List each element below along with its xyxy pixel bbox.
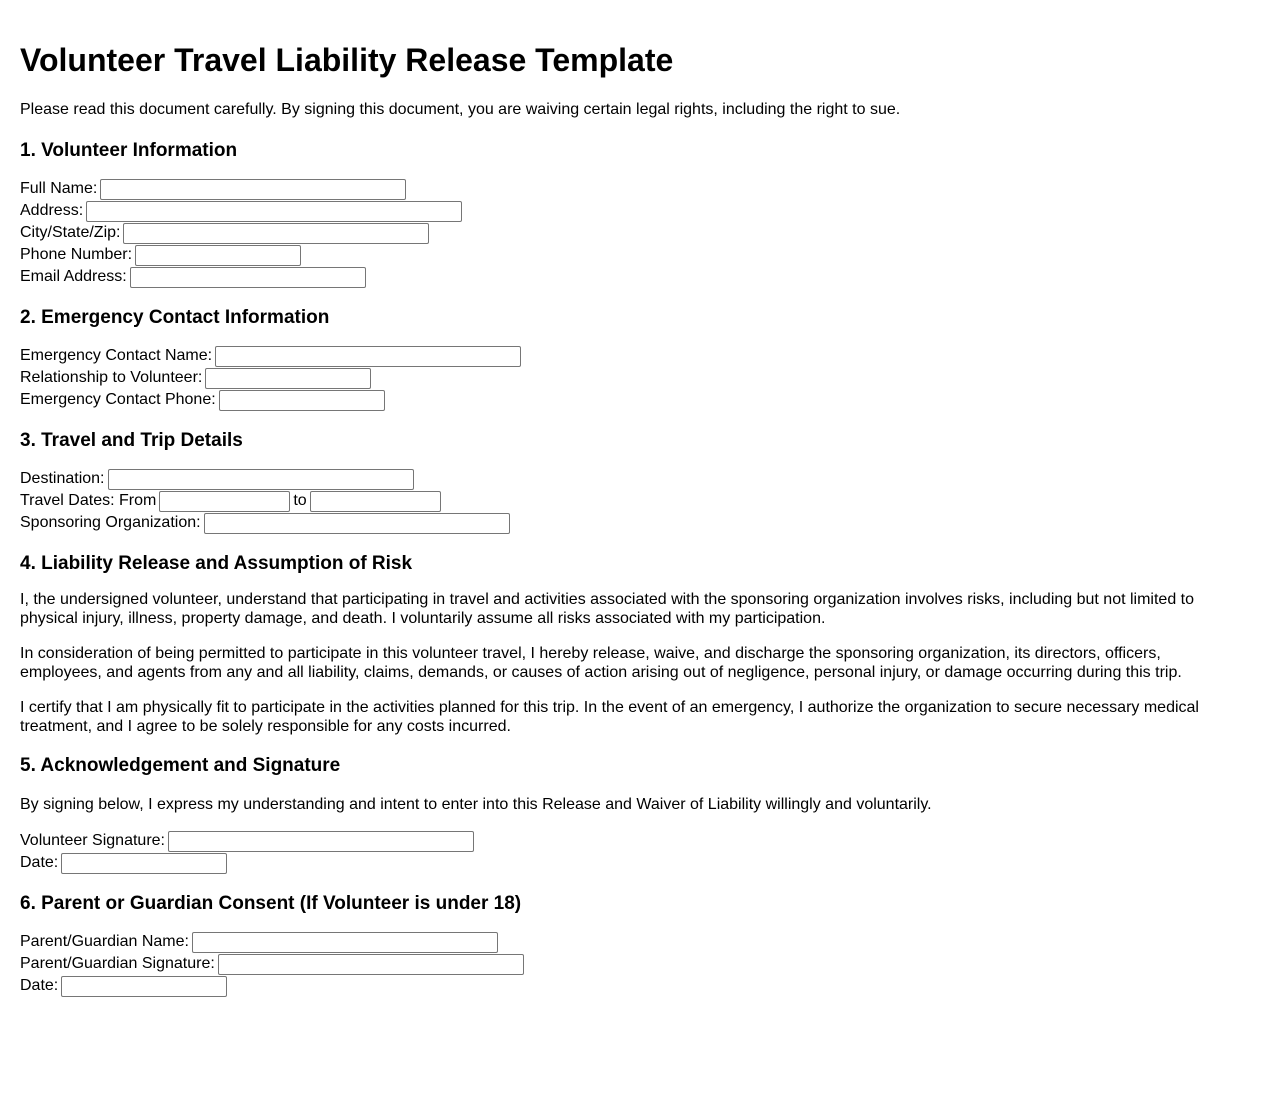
guardian-signature-input[interactable] [218, 954, 524, 975]
travel-date-to-input[interactable] [310, 491, 441, 512]
guardian-name-row [20, 931, 1242, 953]
city-state-zip-row [20, 222, 1242, 244]
section-volunteer-heading: 1. Volunteer Information [20, 140, 238, 161]
liability-text [20, 590, 1242, 736]
emergency-phone-input[interactable] [219, 390, 385, 411]
emergency-phone-label: Emergency Contact Phone: [20, 391, 216, 408]
city-state-zip-input[interactable] [123, 223, 429, 244]
destination-input[interactable] [108, 469, 414, 490]
relationship-label: Relationship to Volunteer: [20, 369, 203, 386]
destination-label: Destination: [20, 470, 105, 487]
emergency-phone-row [20, 389, 1242, 411]
travel-fields [20, 468, 1242, 534]
travel-date-from-input[interactable] [159, 491, 290, 512]
travel-dates-row [20, 490, 1242, 512]
email-input[interactable] [130, 267, 366, 288]
city-state-zip-label: City/State/Zip: [20, 224, 121, 241]
travel-dates-to-label: to [293, 492, 307, 509]
section-acknowledgement-heading: 5. Acknowledgement and Signature [20, 755, 341, 776]
guardian-fields [20, 931, 1242, 997]
volunteer-fields [20, 178, 1242, 288]
full-name-row [20, 178, 1242, 200]
emergency-fields [20, 345, 1242, 411]
intro-text: Please read this document carefully. By signing this document, you are waiving certain legal rights, including the right to sue. [20, 101, 901, 118]
emergency-name-input[interactable] [215, 346, 521, 367]
guardian-name-label: Parent/Guardian Name: [20, 933, 189, 950]
full-name-label: Full Name: [20, 180, 98, 197]
volunteer-date-input[interactable] [61, 853, 227, 874]
guardian-date-label: Date: [20, 977, 59, 994]
sponsor-label: Sponsoring Organization: [20, 514, 201, 531]
section-guardian-heading: 6. Parent or Guardian Consent (If Volunteer is under 18) [20, 893, 522, 914]
full-name-input[interactable] [100, 179, 406, 200]
address-label: Address: [20, 202, 84, 219]
phone-label: Phone Number: [20, 246, 133, 263]
phone-input[interactable] [135, 245, 301, 266]
guardian-signature-label: Parent/Guardian Signature: [20, 955, 215, 972]
volunteer-signature-input[interactable] [168, 831, 474, 852]
sponsor-row [20, 512, 1242, 534]
page-title: Volunteer Travel Liability Release Template [20, 42, 674, 78]
guardian-date-input[interactable] [61, 976, 227, 997]
relationship-input[interactable] [205, 368, 371, 389]
volunteer-signature-label: Volunteer Signature: [20, 832, 165, 849]
sponsor-input[interactable] [204, 513, 510, 534]
address-input[interactable] [86, 201, 462, 222]
email-label: Email Address: [20, 268, 127, 285]
section-liability-heading: 4. Liability Release and Assumption of Risk [20, 553, 413, 574]
liability-paragraph-3: I certify that I am physically fit to participate in the activities planned for this trip. In the event of an emergency, I authorize the organization to secure necessary medical treatment, and I agree to be solely responsible for any costs incurred. [20, 699, 1199, 735]
section-emergency-heading: 2. Emergency Contact Information [20, 307, 330, 328]
section-travel-heading: 3. Travel and Trip Details [20, 430, 243, 451]
guardian-signature-row [20, 953, 1242, 975]
emergency-name-row [20, 345, 1242, 367]
volunteer-date-row [20, 852, 1242, 874]
email-row [20, 266, 1242, 288]
destination-row [20, 468, 1242, 490]
emergency-name-label: Emergency Contact Name: [20, 347, 213, 364]
relationship-row [20, 367, 1242, 389]
travel-dates-from-label: Travel Dates: From [20, 492, 157, 509]
volunteer-signature-row [20, 830, 1242, 852]
acknowledgement-text: By signing below, I express my understanding and intent to enter into this Release and Waiver of Liability willingly and voluntarily. [20, 796, 932, 813]
liability-paragraph-2: In consideration of being permitted to participate in this volunteer travel, I hereby release, waive, and discharge the sponsoring organization, its directors, officers, employees, and agents from any and all liability, claims, demands, or causes of action arising out of negligence, personal injury, or damage occurring during this trip. [20, 645, 1182, 681]
liability-paragraph-1: I, the undersigned volunteer, understand that participating in travel and activities associated with the sponsoring organization involves risks, including but not limited to physical injury, illness, property damage, and death. I voluntarily assume all risks associated with my participation. [20, 591, 1195, 627]
guardian-name-input[interactable] [192, 932, 498, 953]
volunteer-date-label: Date: [20, 854, 59, 871]
acknowledgement-fields [20, 830, 1242, 874]
guardian-date-row [20, 975, 1242, 997]
address-row [20, 200, 1242, 222]
phone-row [20, 244, 1242, 266]
